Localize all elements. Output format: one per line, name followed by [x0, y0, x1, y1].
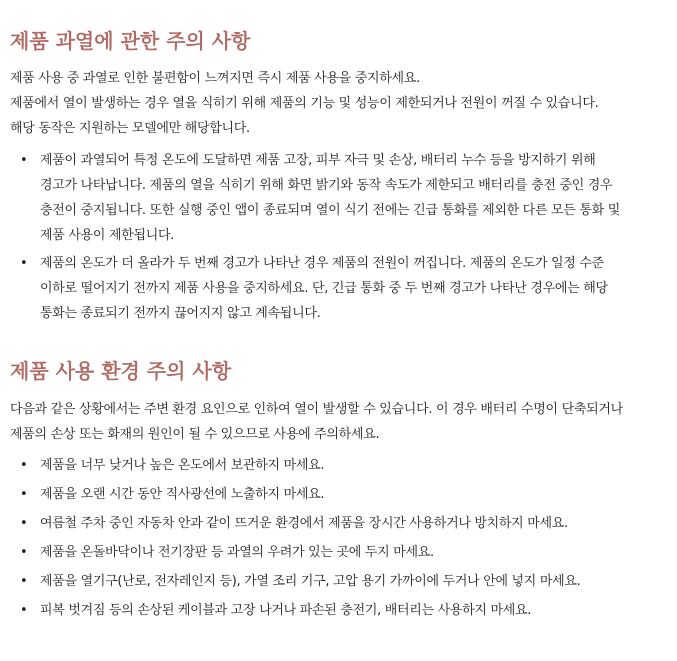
list-item-line: 이하로 떨어지기 전까지 제품 사용을 중지하세요. 단, 긴급 통화 중 두 번째 경고가 나타난 경우에는 해당 [40, 281, 608, 296]
list-item [10, 453, 581, 478]
bullet-icon: • [20, 458, 28, 473]
list-item [10, 511, 581, 536]
bullet-list-overheating [10, 148, 620, 329]
list-item [10, 482, 581, 507]
section-intro-overheating [10, 66, 598, 141]
intro-line: 다음과 같은 상황에서는 주변 환경 요인으로 인하여 열이 발생할 수 있습니다. 이 경우 배터리 수명이 단축되거나 [10, 402, 623, 417]
section-intro-environment [10, 397, 623, 447]
list-item-line: 경고가 나타납니다. 제품의 열을 식히기 위해 화면 밝기와 동작 속도가 제한되고 배터리를 충전 중인 경우 [40, 178, 613, 193]
list-item-line: 제품이 과열되어 특정 온도에 도달하면 제품 고장, 피부 자극 및 손상, 배터리 누수 등을 방지하기 위해 [40, 153, 596, 168]
section-title-environment: 제품 사용 환경 주의 사항 [10, 359, 232, 383]
bullet-icon: • [20, 545, 28, 560]
bullet-icon: • [20, 516, 28, 531]
intro-line: 제품 사용 중 과열로 인한 불편함이 느껴지면 즉시 제품 사용을 중지하세요. [10, 71, 420, 86]
bullet-list-environment [10, 453, 581, 627]
list-item-line: 제품 사용이 제한됩니다. [40, 228, 175, 243]
bullet-icon: • [20, 603, 28, 618]
bullet-icon: • [20, 487, 28, 502]
list-item [10, 569, 581, 594]
intro-line: 해당 동작은 지원하는 모델에만 해당합니다. [10, 121, 250, 136]
list-item-line: 충전이 중지됩니다. 또한 실행 중인 앱이 종료되며 열이 식기 전에는 긴급 통화를 제외한 다른 모든 통화 및 [40, 203, 620, 218]
intro-line: 제품에서 열이 발생하는 경우 열을 식히기 위해 제품의 기능 및 성능이 제한되거나 전원이 꺼질 수 있습니다. [10, 96, 599, 111]
bullet-icon: • [20, 574, 28, 589]
bullet-icon: • [20, 256, 28, 271]
list-item-text: 여름철 주차 중인 자동차 안과 같이 뜨거운 환경에서 제품을 장시간 사용하거나 방치하지 마세요. [40, 516, 568, 531]
list-item-line: 제품의 온도가 더 올라가 두 번째 경고가 나타난 경우 제품의 전원이 꺼집니다. 제품의 온도가 일정 수준 [40, 256, 604, 271]
list-item [10, 148, 620, 248]
list-item-text: 제품을 온돌바닥이나 전기장판 등 과열의 우려가 있는 곳에 두지 마세요. [40, 545, 434, 560]
list-item [10, 598, 581, 623]
list-item-text: 제품을 너무 낮거나 높은 온도에서 보관하지 마세요. [40, 458, 325, 473]
section-title-overheating: 제품 과열에 관한 주의 사항 [10, 29, 251, 53]
intro-line: 제품의 손상 또는 화재의 원인이 될 수 있으므로 사용에 주의하세요. [10, 427, 380, 442]
list-item-text: 피복 벗겨짐 등의 손상된 케이블과 고장 나거나 파손된 충전기, 배터리는 사용하지 마세요. [40, 603, 532, 618]
list-item-text: 제품을 오랜 시간 동안 직사광선에 노출하지 마세요. [40, 487, 325, 502]
list-item-text: 제품을 열기구(난로, 전자레인지 등), 가열 조리 기구, 고압 용기 가까이에 두거나 안에 넣지 마세요. [40, 574, 581, 589]
list-item-line: 통화는 종료되기 전까지 끊어지지 않고 계속됩니다. [40, 306, 321, 321]
list-item [10, 251, 620, 326]
list-item [10, 540, 581, 565]
bullet-icon: • [20, 153, 28, 168]
